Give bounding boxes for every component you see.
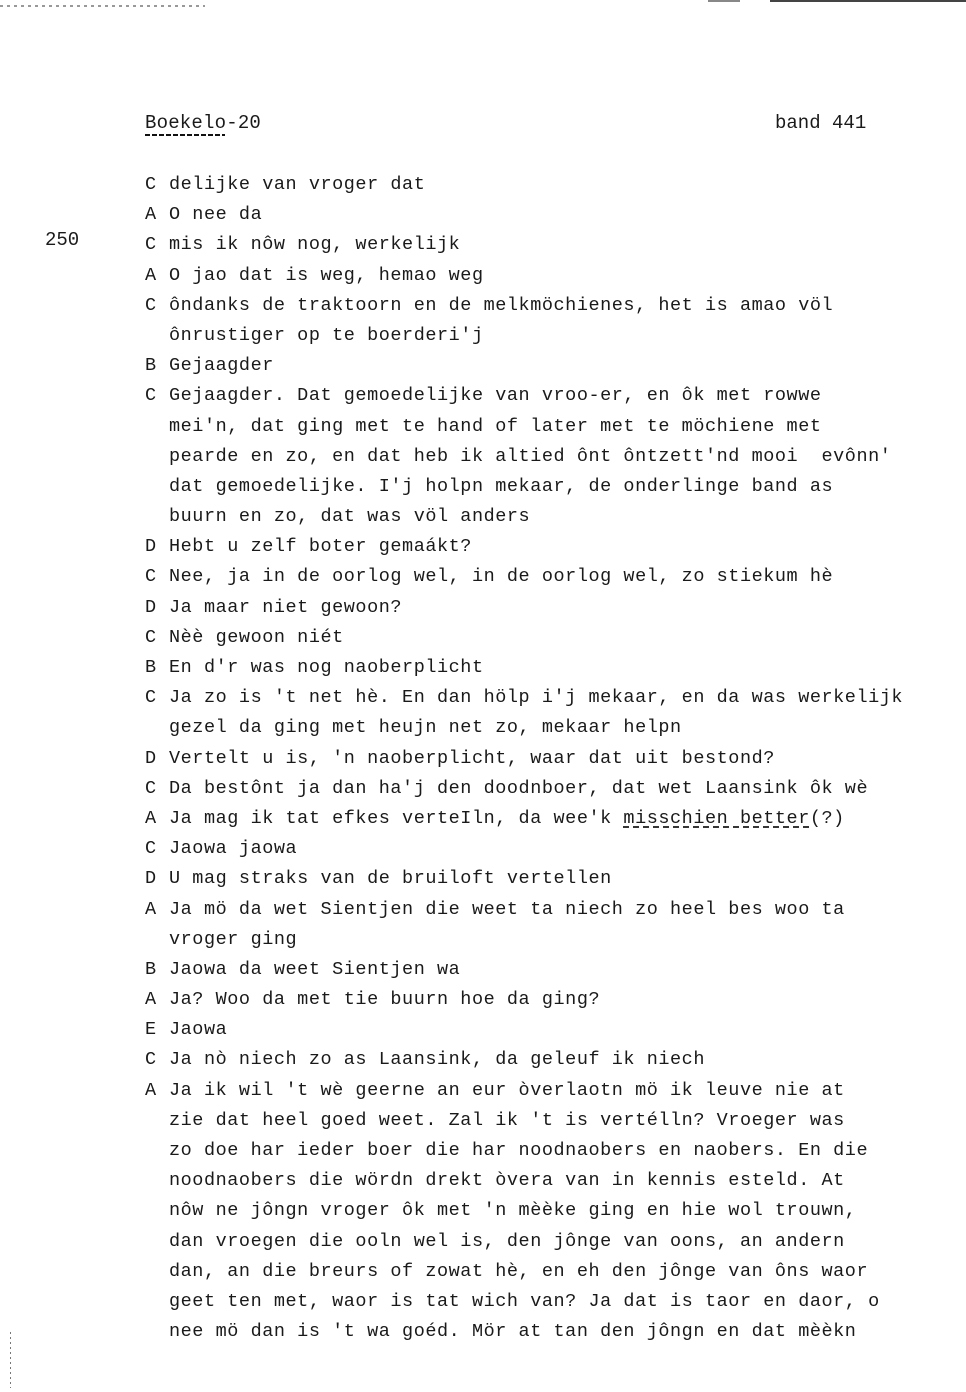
speaker-turn-continuation (145, 925, 955, 955)
speaker-label: C (145, 174, 157, 195)
speaker-turn-continuation (145, 1257, 955, 1287)
speaker-label: A (145, 204, 157, 226)
speaker-turn-continuation (145, 1317, 955, 1347)
speaker-turn (145, 1045, 955, 1075)
transcript (145, 170, 955, 1347)
utterance-text: noodnaobers die wördn drekt òvera van in kennis esteld. At (169, 1170, 845, 1192)
speaker-turn-continuation (145, 502, 955, 532)
speaker-turn (145, 623, 955, 653)
speaker-label: C (145, 566, 157, 588)
utterance-text: buurn en zo, dat was völ anders (169, 506, 531, 528)
speaker-label: B (145, 355, 157, 377)
utterance-text: Nèè gewoon niét (169, 626, 344, 648)
utterance-text: O jao dat is weg, hemao weg (169, 264, 484, 286)
utterance-text: En d'r was nog naoberplicht (169, 657, 484, 678)
utterance-text: mis ik nôw nog, werkelijk (169, 234, 461, 256)
speaker-label: C (145, 1049, 157, 1071)
utterance-text: dan vroegen die ooln wel is, den jônge van oons, an andern (169, 1230, 845, 1252)
utterance-text: Ja ik wil 't wè geerne an eur òverlaotn mö ik leuve nie at (169, 1079, 845, 1101)
speaker-turn (145, 834, 955, 864)
utterance-text: Ja mö da wet Sientjen die weet ta niech zo heel bes woo ta (169, 898, 845, 920)
speaker-turn (145, 351, 955, 381)
speaker-turn (145, 955, 955, 985)
utterance-text: Ja maar niet gewoon? (169, 596, 403, 618)
utterance-text: geet ten met, waor is tat wich van? Ja dat is taor en daor, o (169, 1290, 880, 1312)
utterance-text: dat gemoedelijke. I'j holpn mekaar, de onderlinge band as (169, 475, 834, 497)
header-underline (145, 134, 225, 136)
document-header-tape: band 441 (775, 112, 867, 134)
speaker-turn (145, 381, 955, 411)
speaker-turn (145, 230, 955, 260)
speaker-turn-continuation (145, 412, 955, 442)
scan-artifact (0, 5, 205, 7)
speaker-label: C (145, 385, 157, 407)
speaker-turn (145, 593, 955, 623)
speaker-label: B (145, 657, 157, 678)
speaker-turn (145, 985, 955, 1015)
speaker-turn-continuation (145, 713, 955, 743)
utterance-text: Jaowa jaowa (169, 838, 298, 860)
speaker-turn-continuation (145, 472, 955, 502)
speaker-turn-continuation (145, 442, 955, 472)
speaker-turn (145, 170, 955, 200)
speaker-label: A (145, 989, 157, 1011)
utterance-text: pearde en zo, en dat heb ik altied ônt ôntzett'nd mooi evônn' (169, 445, 892, 467)
speaker-label: A (145, 264, 157, 286)
speaker-label: C (145, 838, 157, 860)
speaker-label: A (145, 1079, 157, 1101)
utterance-text: ôndanks de traktoorn en de melkmöchienes, het is amao völ (169, 294, 834, 316)
scan-artifact (708, 0, 740, 2)
speaker-label: A (145, 898, 157, 920)
speaker-turn (145, 683, 955, 713)
utterance-text: delijke van vroger dat (169, 174, 426, 195)
speaker-label: C (145, 294, 157, 316)
margin-line-number: 250 (45, 229, 80, 251)
speaker-label: B (145, 958, 157, 980)
speaker-turn-continuation (145, 321, 955, 351)
utterance-text: ônrustiger op te boerderi'j (169, 324, 484, 346)
underlined-uncertain-text: misschien better (623, 807, 810, 829)
utterance-text: nôw ne jôngn vroger ôk met 'n mèèke ging en hie wol trouwn, (169, 1200, 857, 1222)
location-code: Boekelo-20 (145, 112, 262, 134)
utterance-text: dan, an die breurs of zowat hè, en eh den jônge van ôns waor (169, 1260, 869, 1282)
utterance-text: gezel da ging met heujn net zo, mekaar helpn (169, 717, 682, 739)
speaker-label: A (145, 807, 157, 829)
speaker-turn (145, 562, 955, 592)
speaker-turn (145, 291, 955, 321)
utterance-text: Ja? Woo da met tie buurn hoe da ging? (169, 989, 601, 1011)
speaker-turn-continuation (145, 1166, 955, 1196)
utterance-text: zo doe har ieder boer die har noodnaobers en naobers. En die (169, 1140, 869, 1161)
speaker-label: D (145, 747, 157, 769)
utterance-text: vroger ging (169, 928, 298, 950)
speaker-label: C (145, 234, 157, 256)
speaker-label: E (145, 1019, 157, 1041)
utterance-text: Nee, ja in de oorlog wel, in de oorlog wel, zo stiekum hè (169, 566, 834, 588)
speaker-turn (145, 895, 955, 925)
utterance-text: Hebt u zelf boter gemaákt? (169, 536, 472, 558)
scan-artifact (770, 0, 966, 2)
speaker-turn (145, 261, 955, 291)
speaker-turn-continuation (145, 1136, 955, 1166)
speaker-label: C (145, 626, 157, 648)
utterance-text: Gejaagder. Dat gemoedelijke van vroo-er, en ôk met rowwe (169, 385, 822, 407)
speaker-turn-continuation (145, 1106, 955, 1136)
speaker-label: D (145, 596, 157, 618)
speaker-turn (145, 1076, 955, 1106)
utterance-text: O nee da (169, 204, 263, 226)
utterance-text: U mag straks van de bruiloft vertellen (169, 868, 612, 890)
speaker-label: D (145, 536, 157, 558)
utterance-text: mei'n, dat ging met te hand of later met te möchiene met (169, 415, 822, 437)
speaker-label: C (145, 777, 157, 799)
speaker-label: D (145, 868, 157, 890)
utterance-text: nee mö dan is 't wa goéd. Mör at tan den jôngn en dat mèèkn (169, 1321, 857, 1343)
speaker-turn (145, 864, 955, 894)
speaker-turn (145, 200, 955, 230)
document-header-location (145, 112, 261, 134)
utterance-text: Ja nò niech zo as Laansink, da geleuf ik niech (169, 1049, 705, 1071)
utterance-text: Ja mag ik tat efkes verteIln, da wee'k (169, 807, 624, 829)
speaker-turn-continuation (145, 1227, 955, 1257)
utterance-text: Vertelt u is, 'n naoberplicht, waar dat uit bestond? (169, 747, 775, 769)
utterance-text: Ja zo is 't net hè. En dan hölp i'j mekaar, en da was werkelijk (169, 687, 904, 709)
uncertainty-marker: (?) (809, 807, 845, 829)
utterance-text: Jaowa da weet Sientjen wa (169, 958, 461, 980)
speaker-label: C (145, 687, 157, 709)
speaker-turn (145, 653, 955, 683)
speaker-turn (145, 1015, 955, 1045)
speaker-turn-continuation (145, 1287, 955, 1317)
speaker-turn (145, 804, 955, 834)
utterance-text: zie dat heel goed weet. Zal ik 't is vertélln? Vroeger was (169, 1109, 845, 1131)
speaker-turn (145, 532, 955, 562)
speaker-turn (145, 774, 955, 804)
speaker-turn (145, 744, 955, 774)
utterance-text: Jaowa (169, 1019, 228, 1041)
utterance-text: Gejaagder (169, 355, 274, 377)
scan-artifact (10, 1332, 11, 1388)
utterance-text: Da bestônt ja dan ha'j den doodnboer, dat wet Laansink ôk wè (169, 777, 869, 799)
speaker-turn-continuation (145, 1196, 955, 1226)
